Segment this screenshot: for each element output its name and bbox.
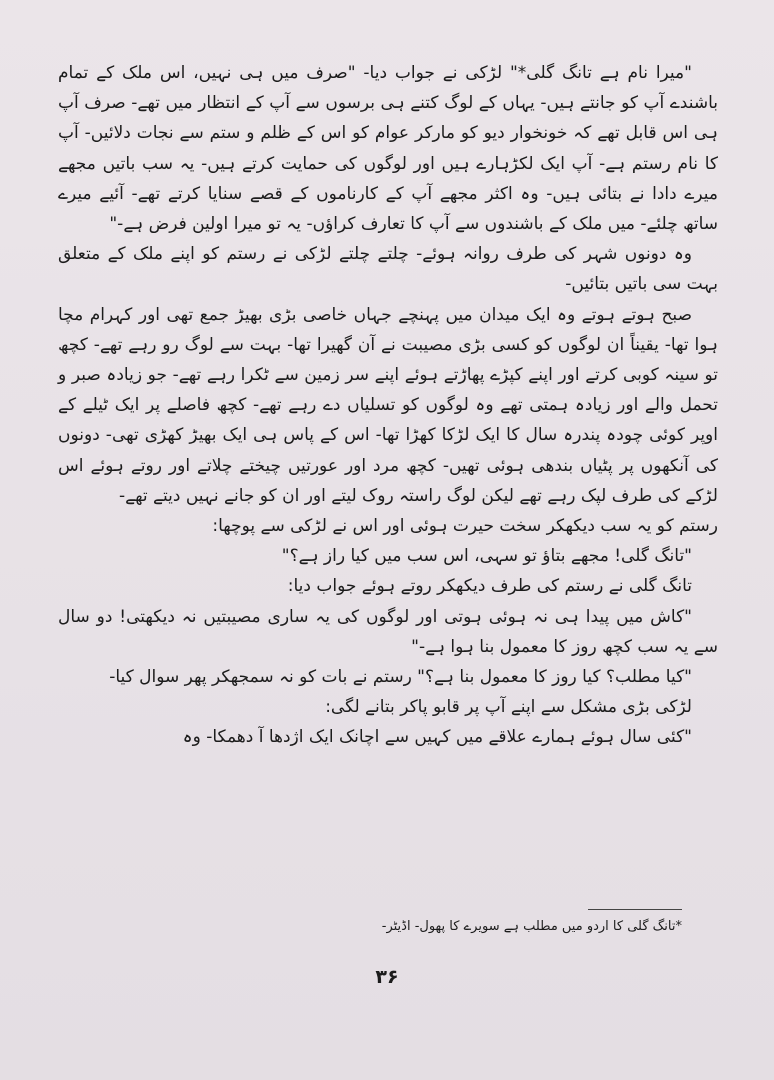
page-number: ۳۶	[375, 966, 399, 988]
paragraph: "کئی سال ہوئے ہمارے علاقے میں کہیں سے اچانک ایک اژدھا آ دھمکا- وہ	[182, 727, 692, 748]
paragraph: لڑکی بڑی مشکل سے اپنے آپ پر قابو پاکر بتانے لگی:	[325, 697, 692, 718]
paragraph: وہ دونوں شہر کی طرف روانہ ہوئے- چلتے چلتے لڑکی نے رستم کو اپنے ملک کے متعلق بہت سی باتیں بتائیں-	[58, 244, 718, 295]
paragraph: "کاش میں پیدا ہی نہ ہوئی ہوتی اور لوگوں کی یہ ساری مصیبتیں نہ دیکھتی! دو سال سے یہ سب کچھ روز کا معمول بنا ہوا ہے-"	[58, 606, 718, 657]
footnote: *تانگ گلی کا اردو میں مطلب ہے سویرے کا پھول- اڈیٹر-	[381, 919, 682, 934]
body-text	[58, 58, 718, 753]
paragraph: تانگ گلی نے رستم کی طرف دیکھکر روتے ہوئے جواب دیا:	[287, 576, 692, 597]
paragraph: "میرا نام ہے تانگ گلی*" لڑکی نے جواب دیا- "صرف میں ہی نہیں، اس ملک کے تمام باشندے آپ کو جانتے ہیں- یہاں کے لوگ کتنے ہی برسوں سے آپ کے انتظار میں تھے- صرف آپ ہی اس قابل تھے کہ خونخوار دیو کو مارکر عوام کو اس کے ظلم و ستم سے نجات دلائیں- آپ کا نام رستم ہے- آپ ایک لکڑہارے ہیں اور لوگوں کی حمایت کرتے ہیں- یہ سب باتیں مجھے میرے دادا نے بتائی ہیں- وہ اکثر مجھے آپ کے کارناموں کے قصے سنایا کرتے تھے- آئیے میرے ساتھ چلئے- میں ملک کے باشندوں سے آپ کا تعارف کراؤں- یہ تو میرا اولین فرض ہے-"	[58, 63, 718, 235]
paragraph: "تانگ گلی! مجھے بتاؤ تو سہی، اس سب میں کیا راز ہے؟"	[281, 546, 692, 567]
paragraph: "کیا مطلب؟ کیا روز کا معمول بنا ہے؟" رستم نے بات کو نہ سمجھکر پھر سوال کیا-	[109, 667, 692, 688]
paragraph: صبح ہوتے ہوتے وہ ایک میدان میں پہنچے جہاں خاصی بڑی بھیڑ جمع تھی اور کہرام مچا ہوا تھا- یقیناً ان لوگوں کو کسی بڑی مصیبت نے آن گھیرا تھا- بہت سے لوگ رو رہے تھے- کچھ تو سینہ کوبی کرتے اور اپنے کپڑے پھاڑتے ہوئے اپنے سر زمین سے ٹکرا رہے تھے- جو زیادہ صبر و تحمل والے اور زیادہ ہمتی تھے وہ لوگوں کو تسلیاں دے رہے تھے- کچھ فاصلے پر ایک ٹیلے کے اوپر کوئی چودہ پندرہ سال کا ایک لڑکا کھڑا تھا- اس کے پاس ہی ایک بھیڑ کھڑی تھی- دونوں کی آنکھوں پر پٹیاں بندھی ہوئی تھیں- کچھ مرد اور عورتیں چیختے چلاتے اور روتے ہوئے اس لڑکے کی طرف لپک رہے تھے لیکن لوگ راستہ روک لیتے اور ان کو جانے نہیں دیتے تھے-	[58, 304, 718, 506]
paragraph: رستم کو یہ سب دیکھکر سخت حیرت ہوئی اور اس نے لڑکی سے پوچھا:	[212, 516, 718, 537]
footnote-divider	[588, 909, 682, 910]
